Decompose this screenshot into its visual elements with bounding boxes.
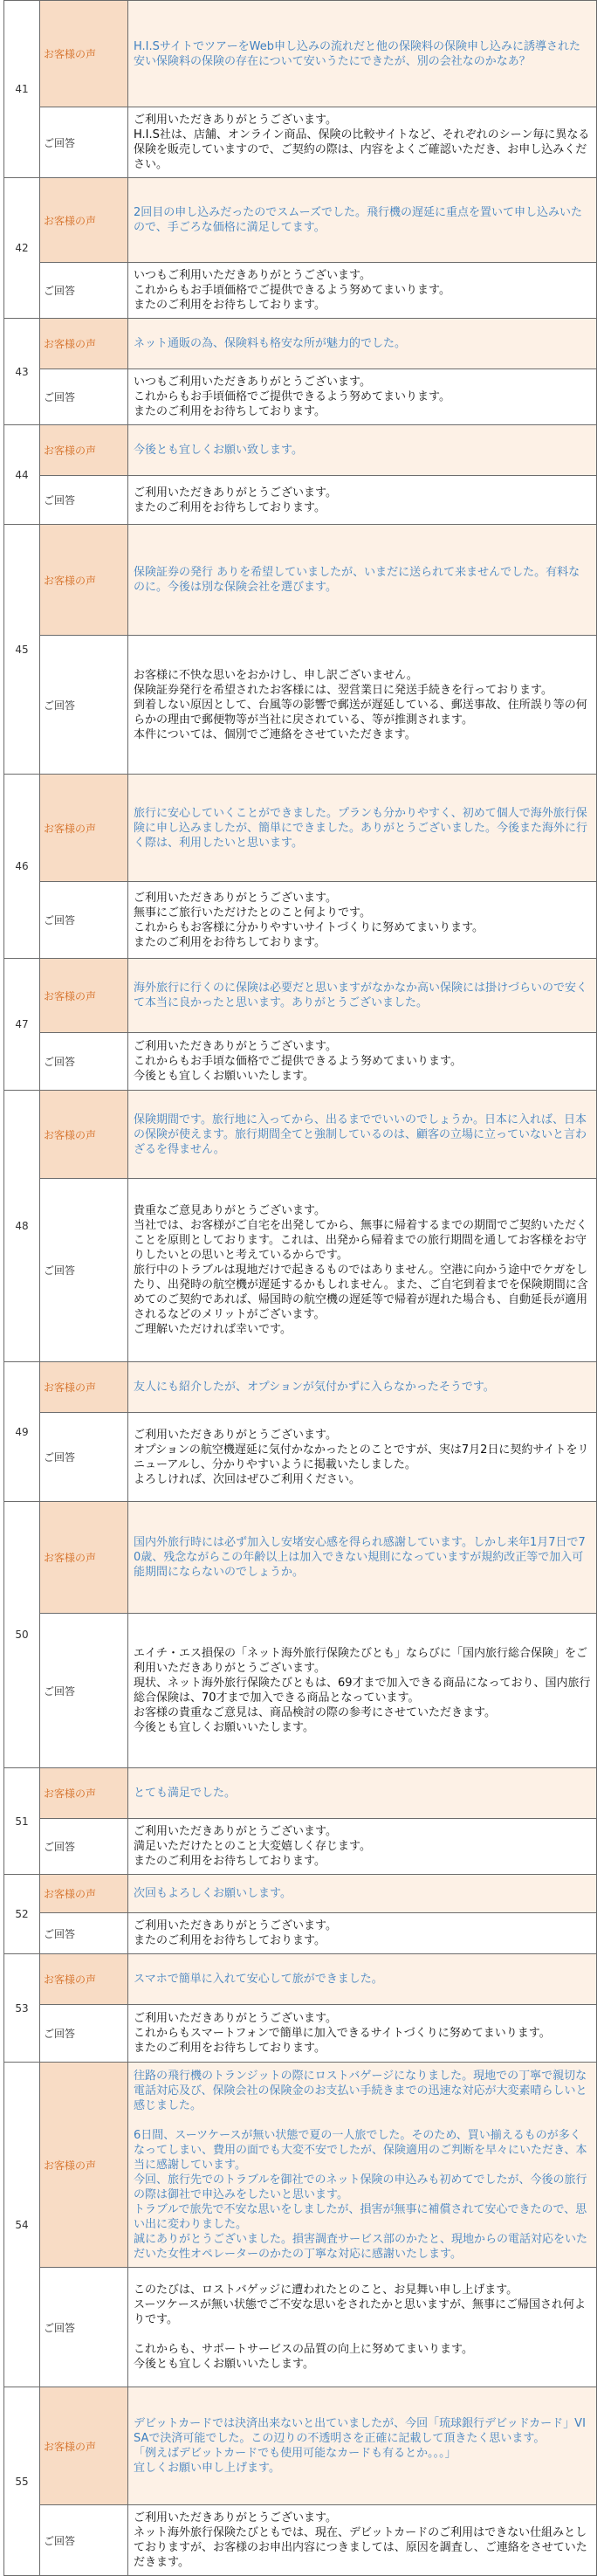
reply-row bbox=[4, 2268, 597, 2387]
customer-voice-text: 往路の飛行機のトランジットの際にロストバゲージになりました。現地での丁寧で親切な電話対応及び、保険会社の保険金のお支払い手続きまでの迅速な対応が大変素晴らしいと感じました。 6日間、スーツケースが無い状態で夏の一人旅でした。そのため、買い揃えるものが多くなってしまい、費用の面でも大変不安でしたが、保険適用のご判断を早々にいただき、本当に感謝しています。 今回、旅行先でのトラブルを御社でのネット保険の申込みも初めてでしたが、今後の旅行の際は御社で申込みをしたいと思います。 トラブルで旅先で不安な思いをしましたが、損害が無事に補償されて安心できたので、思い出に変わりました。 誠にありがとうございました。損害調査サービス部のかたと、現地からの電話対応をいただいた女性オペレーターのかたの丁寧な対応に感謝いたします。 bbox=[128, 2063, 597, 2268]
reply-row bbox=[4, 1913, 597, 1954]
entry-number: 53 bbox=[4, 1954, 40, 2063]
voice-row bbox=[4, 1954, 597, 2005]
company-reply-text: ご利用いただきありがとうございます。 またのご利用をお待ちしております。 bbox=[128, 476, 597, 525]
voice-label: お客様の声 bbox=[40, 1768, 128, 1819]
customer-voice-text: 保険期間です。旅行地に入ってから、出るまででいいのでしょうか。日本に入れば、日本の保険が使えます。旅行期間全てと強制しているのは、顧客の立場に立っていないと言わざるを得ません。 bbox=[128, 1091, 597, 1179]
company-reply-text: いつもご利用いただきありがとうございます。 これからもお手頃価格でご提供できるよう努めてまいります。 またのご利用をお待ちしております。 bbox=[128, 369, 597, 425]
entry-number: 49 bbox=[4, 1362, 40, 1502]
reply-row bbox=[4, 107, 597, 178]
reply-label: ご回答 bbox=[40, 1033, 128, 1091]
company-reply-text: ご利用いただきありがとうございます。 またのご利用をお待ちしております。 bbox=[128, 1913, 597, 1954]
customer-voice-table bbox=[3, 0, 597, 2576]
company-reply-text: 貴重なご意見ありがとうございます。 当社では、お客様がご自宅を出発してから、無事に帰着するまでの期間でご契約いただくことを原則としております。これは、出発から帰着までの旅行期間を通してお客様をお守りしたいとの思いと考えているからです。 旅行中のトラブルは現地だけで起きるものではありません。空港に向かう途中でケガをしたり、出発時の航空機が遅延するかもしれません。また、ご自宅到着までを保険期間に含めてのご契約であれば、帰国時の航空機の遅延等で帰着が遅れた場合も、自動延長が適用されるなどのメリットがございます。 ご理解いただければ幸いです。 bbox=[128, 1179, 597, 1362]
reply-label: ご回答 bbox=[40, 263, 128, 319]
voice-row bbox=[4, 525, 597, 636]
voice-row bbox=[4, 1091, 597, 1179]
company-reply-text: このたびは、ロストバゲッジに遭われたとのこと、お見舞い申し上げます。 スーツケースが無い状態でご不安な思いをされたかと思いますが、無事にご帰国され何よりです。 これからも、サポートサービスの品質の向上に努めてまいります。 今後とも宜しくお願いいたします。 bbox=[128, 2268, 597, 2387]
reply-row bbox=[4, 636, 597, 775]
entry-number: 47 bbox=[4, 959, 40, 1091]
voice-row bbox=[4, 425, 597, 476]
reply-row bbox=[4, 476, 597, 525]
company-reply-text: ご利用いただきありがとうございます。 オプションの航空機遅延に気付かなかったとのことですが、実は7月2日に契約サイトをリニューアルし、分かりやすいように掲載いたしました。 よろしければ、次回はぜひご利用ください。 bbox=[128, 1413, 597, 1502]
reply-label: ご回答 bbox=[40, 1913, 128, 1954]
customer-voice-text: ネット通販の為、保険料も格安な所が魅力的でした。 bbox=[128, 319, 597, 369]
company-reply-text: ご利用いただきありがとうございます。 これからもスマートフォンで簡単に加入できるサイトづくりに努めてまいります。 またのご利用をお待ちしております。 bbox=[128, 2005, 597, 2063]
reply-row bbox=[4, 1179, 597, 1362]
voice-row bbox=[4, 959, 597, 1033]
reply-row bbox=[4, 882, 597, 959]
reply-label: ご回答 bbox=[40, 2005, 128, 2063]
customer-voice-text: 友人にも紹介したが、オプションが気付かずに入らなかったそうです。 bbox=[128, 1362, 597, 1413]
reply-row bbox=[4, 1614, 597, 1768]
customer-voice-text: 2回目の申し込みだったのでスムーズでした。飛行機の遅延に重点を置いて申し込みいたので、手ごろな価格に満足してます。 bbox=[128, 178, 597, 263]
reply-row bbox=[4, 369, 597, 425]
company-reply-text: ご利用いただきありがとうございます。 ネット海外旅行保険たびともでは、現在、デビットカードのご利用はできない仕組みとしておりますが、お客様のお申出内容につきましては、原因を調査し、ご連絡をさせていただきます。 bbox=[128, 2505, 597, 2576]
voice-row bbox=[4, 1362, 597, 1413]
customer-voice-text: 今後とも宜しくお願い致します。 bbox=[128, 425, 597, 476]
reply-row bbox=[4, 1033, 597, 1091]
customer-voice-text: デビットカードでは決済出来ないと出ていましたが、今回「琉球銀行デビッドカード」VISAで決済可能でした。この辺りの不透明さを正確に記載して頂きたく思います。 「例えばデビットカードでも使用可能なカードも有るとか。。。」 宜しくお願い申し上げます。 bbox=[128, 2387, 597, 2505]
voice-row bbox=[4, 319, 597, 369]
reply-row bbox=[4, 2505, 597, 2576]
entry-number: 46 bbox=[4, 775, 40, 959]
voice-label: お客様の声 bbox=[40, 1091, 128, 1179]
entry-number: 48 bbox=[4, 1091, 40, 1362]
voice-label: お客様の声 bbox=[40, 2387, 128, 2505]
voice-row bbox=[4, 2063, 597, 2268]
entry-number: 42 bbox=[4, 178, 40, 319]
voice-row bbox=[4, 775, 597, 882]
reply-label: ご回答 bbox=[40, 369, 128, 425]
customer-voice-text: 次回もよろしくお願いします。 bbox=[128, 1875, 597, 1913]
voice-row bbox=[4, 178, 597, 263]
voice-label: お客様の声 bbox=[40, 959, 128, 1033]
entry-number: 55 bbox=[4, 2387, 40, 2576]
company-reply-text: ご利用いただきありがとうございます。 満足いただけたとのこと大変嬉しく存じます。 またのご利用をお待ちしております。 bbox=[128, 1819, 597, 1875]
entry-number: 44 bbox=[4, 425, 40, 525]
customer-voice-text: H.I.SサイトでツアーをWeb申し込みの流れだと他の保険料の保険申し込みに誘導された 安い保険料の保険の存在について安いうたにできたが、別の会社なのかなあ？ bbox=[128, 1, 597, 107]
reply-label: ご回答 bbox=[40, 2268, 128, 2387]
reply-label: ご回答 bbox=[40, 476, 128, 525]
company-reply-text: ご利用いただきありがとうございます。 無事にご旅行いただけたとのこと何よりです。 これからもお客様に分かりやすいサイトづくりに努めてまいります。 またのご利用をお待ちしております。 bbox=[128, 882, 597, 959]
voice-label: お客様の声 bbox=[40, 1954, 128, 2005]
customer-voice-text: とても満足でした。 bbox=[128, 1768, 597, 1819]
reply-label: ご回答 bbox=[40, 882, 128, 959]
entry-number: 51 bbox=[4, 1768, 40, 1875]
entry-number: 45 bbox=[4, 525, 40, 775]
reply-row bbox=[4, 263, 597, 319]
voice-label: お客様の声 bbox=[40, 775, 128, 882]
voice-label: お客様の声 bbox=[40, 1, 128, 107]
reply-label: ご回答 bbox=[40, 636, 128, 775]
entry-number: 52 bbox=[4, 1875, 40, 1954]
voice-row bbox=[4, 1, 597, 107]
entry-number: 43 bbox=[4, 319, 40, 425]
entry-number: 50 bbox=[4, 1502, 40, 1768]
voice-label: お客様の声 bbox=[40, 1875, 128, 1913]
customer-voice-table-body bbox=[4, 1, 597, 2576]
reply-label: ご回答 bbox=[40, 1819, 128, 1875]
voice-row bbox=[4, 1768, 597, 1819]
customer-voice-text: 保険証券の発行 ありを希望していましたが、いまだに送られて来ませんでした。有料なのに。今後は別な保険会社を選びます。 bbox=[128, 525, 597, 636]
entry-number: 54 bbox=[4, 2063, 40, 2387]
voice-row bbox=[4, 1502, 597, 1614]
reply-label: ご回答 bbox=[40, 1413, 128, 1502]
voice-label: お客様の声 bbox=[40, 2063, 128, 2268]
voice-label: お客様の声 bbox=[40, 1362, 128, 1413]
company-reply-text: ご利用いただきありがとうございます。 これからもお手頃な価格でご提供できるよう努めてまいります。 今後とも宜しくお願いいたします。 bbox=[128, 1033, 597, 1091]
company-reply-text: ご利用いただきありがとうございます。 H.I.S社は、店舗、オンライン商品、保険の比較サイトなど、それぞれのシーン毎に異なる保険を販売していますので、ご契約の際は、内容をよくご確認いただき、お申し込みください。 bbox=[128, 107, 597, 178]
voice-label: お客様の声 bbox=[40, 1502, 128, 1614]
entry-number: 41 bbox=[4, 1, 40, 178]
voice-row bbox=[4, 2387, 597, 2505]
voice-label: お客様の声 bbox=[40, 525, 128, 636]
reply-label: ご回答 bbox=[40, 2505, 128, 2576]
company-reply-text: エイチ・エス損保の「ネット海外旅行保険たびとも」ならびに「国内旅行総合保険」をご利用いただきありがとうございます。 現状、ネット海外旅行保険たびともは、69才まで加入できる商品になっており、国内旅行総合保険は、70才まで加入できる商品となっています。 お客様の貴重なご意見は、商品検討の際の参考にさせていただきます。 今後とも宜しくお願いいたします。 bbox=[128, 1614, 597, 1768]
company-reply-text: お客様に不快な思いをおかけし、申し訳ございません。 保険証券発行を希望されたお客様には、翌営業日に発送手続きを行っております。 到着しない原因として、台風等の影響で郵送が遅延している、郵送事故、住所誤り等の何らかの理由で郵便物等が当社に戻されている、等が推測されます。 本件については、個別でご連絡をさせていただきます。 bbox=[128, 636, 597, 775]
customer-voice-text: 海外旅行に行くのに保険は必要だと思いますがなかなか高い保険には掛けづらいので安くて本当に良かったと思います。ありがとうございました。 bbox=[128, 959, 597, 1033]
reply-row bbox=[4, 2005, 597, 2063]
reply-row bbox=[4, 1819, 597, 1875]
reply-row bbox=[4, 1413, 597, 1502]
voice-table-wrapper bbox=[3, 0, 597, 2576]
voice-label: お客様の声 bbox=[40, 425, 128, 476]
reply-label: ご回答 bbox=[40, 1614, 128, 1768]
customer-voice-text: 旅行に安心していくことができました。プランも分かりやすく、初めて個人で海外旅行保険に申し込みましたが、簡単にできました。ありがとうございました。今後また海外に行く際は、利用したいと思います。 bbox=[128, 775, 597, 882]
reply-label: ご回答 bbox=[40, 1179, 128, 1362]
voice-label: お客様の声 bbox=[40, 178, 128, 263]
reply-label: ご回答 bbox=[40, 107, 128, 178]
company-reply-text: いつもご利用いただきありがとうございます。 これからもお手頃価格でご提供できるよう努めてまいります。 またのご利用をお待ちしております。 bbox=[128, 263, 597, 319]
customer-voice-text: 国内外旅行時には必ず加入し安堵安心感を得られ感謝しています。しかし来年1月7日で70歳、残念ながらこの年齢以上は加入できない規則になっていますが規約改正等で加入可能期間にならないのでしょうか。 bbox=[128, 1502, 597, 1614]
customer-voice-text: スマホで簡単に入れて安心して旅ができました。 bbox=[128, 1954, 597, 2005]
voice-row bbox=[4, 1875, 597, 1913]
voice-label: お客様の声 bbox=[40, 319, 128, 369]
